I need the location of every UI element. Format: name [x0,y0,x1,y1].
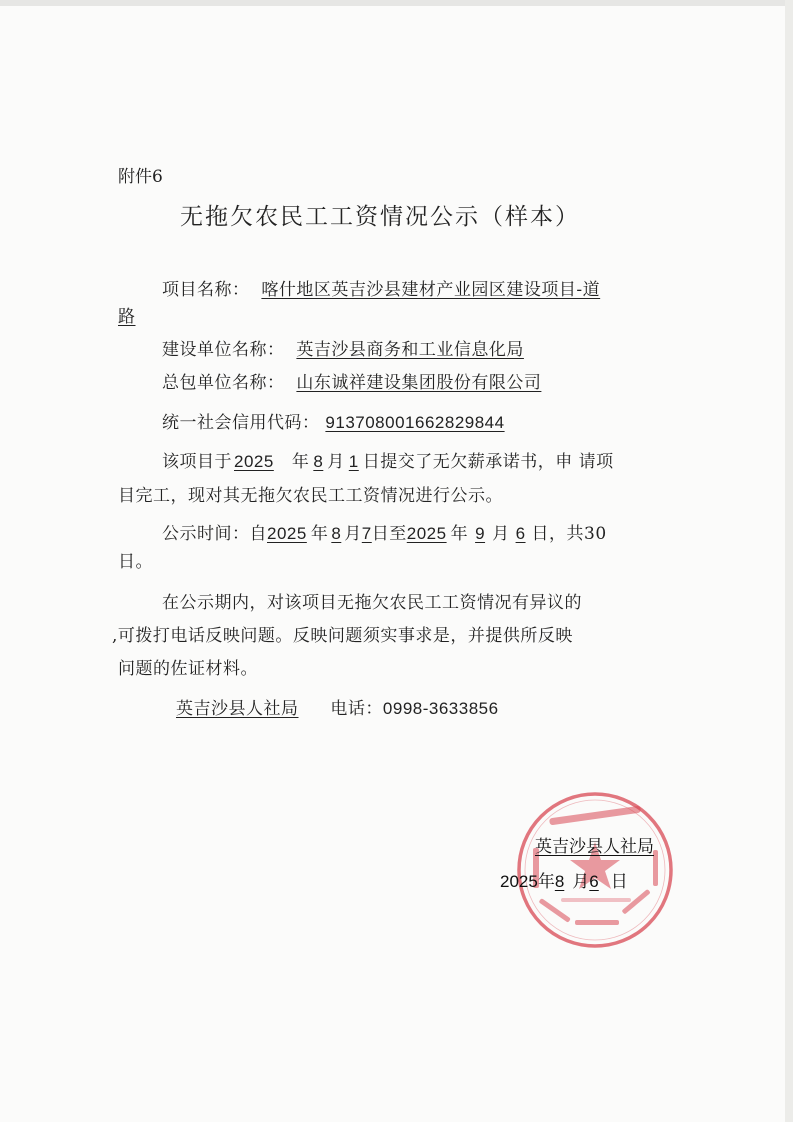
p2-month-start: 8 [331,524,342,543]
builder-label: 建设单位名称： [162,340,285,360]
contractor-value: 山东诚祥建设集团股份有限公司 [296,373,542,393]
project-name-value: 喀什地区英吉沙县建材产业园区建设项目-道 [261,280,601,300]
signature-year-unit: 年 [537,872,555,892]
signature-year: 2025 [500,872,538,891]
project-name-row [162,279,600,301]
contact-row [176,698,499,720]
contractor-row [162,372,541,394]
credit-code-value: 913708001662829844 [325,413,505,432]
p2-day-start: 7 [361,524,372,543]
project-name-label: 项目名称： [162,280,250,300]
p2-day-end: 6 [515,524,526,543]
scan-edge-right [785,0,793,1122]
signature-date [500,867,628,892]
p1-text-d: 日提交了无欠薪承诺书，申 请项 [362,452,614,472]
p1-text-a: 该项目于 [162,452,232,472]
contact-phone-label: 电话： [330,699,383,719]
builder-row [162,339,524,361]
contact-org: 英吉沙县人社局 [176,699,299,719]
p2-text-e: 年 [450,524,469,544]
contact-phone: 0998-3633856 [382,699,499,718]
signature-month-unit: 月 [572,872,590,892]
p1-day: 1 [348,452,359,471]
project-name-value-cont: 路 [118,307,136,327]
statement-p1-line2: 目完工，现对其无拖欠农民工工资情况进行公示。 [118,486,503,506]
signature-day-unit: 日 [610,872,628,892]
signature-month: 8 [554,872,565,891]
credit-code-label: 统一社会信用代码： [162,413,320,433]
p2-text-g: 日，共30 [531,524,607,544]
statement-p2-line2: 日。 [118,552,153,572]
p2-text-c: 月 [344,524,362,544]
scan-edge-top [0,0,793,6]
p2-text-a: 公示时间：自 [162,524,267,544]
p1-text-c: 月 [327,452,345,472]
p2-year-start: 2025 [267,524,307,543]
p2-year-end: 2025 [406,524,447,543]
statement-p3-line1: 在公示期内，对该项目无拖欠农民工工资情况有异议的 [162,593,582,613]
p2-month-end: 9 [475,524,486,543]
p2-text-b: 年 [310,524,329,544]
statement-p1-line1 [162,451,614,473]
statement-p2-line1 [162,523,607,545]
signature-day: 6 [589,872,599,891]
builder-value: 英吉沙县商务和工业信息化局 [296,340,524,360]
document-title: 无拖欠农民工工资情况公示（样本） [180,204,580,230]
p2-text-d: 日至 [371,524,407,544]
p1-text-b: 年 [291,452,310,472]
attachment-label: 附件6 [118,167,163,187]
p2-text-f: 月 [492,524,510,544]
statement-p3-line3: 问题的佐证材料。 [118,659,258,679]
p1-month: 8 [313,452,324,471]
statement-p3-line2: ,可拨打电话反映问题。反映问题须实事求是，并提供所反映 [112,626,573,646]
credit-code-row [162,412,505,434]
p1-year: 2025 [234,452,274,471]
signature-org: 英吉沙县人社局 [535,837,654,857]
contractor-label: 总包单位名称： [162,373,285,393]
project-name-row-2 [118,306,136,328]
